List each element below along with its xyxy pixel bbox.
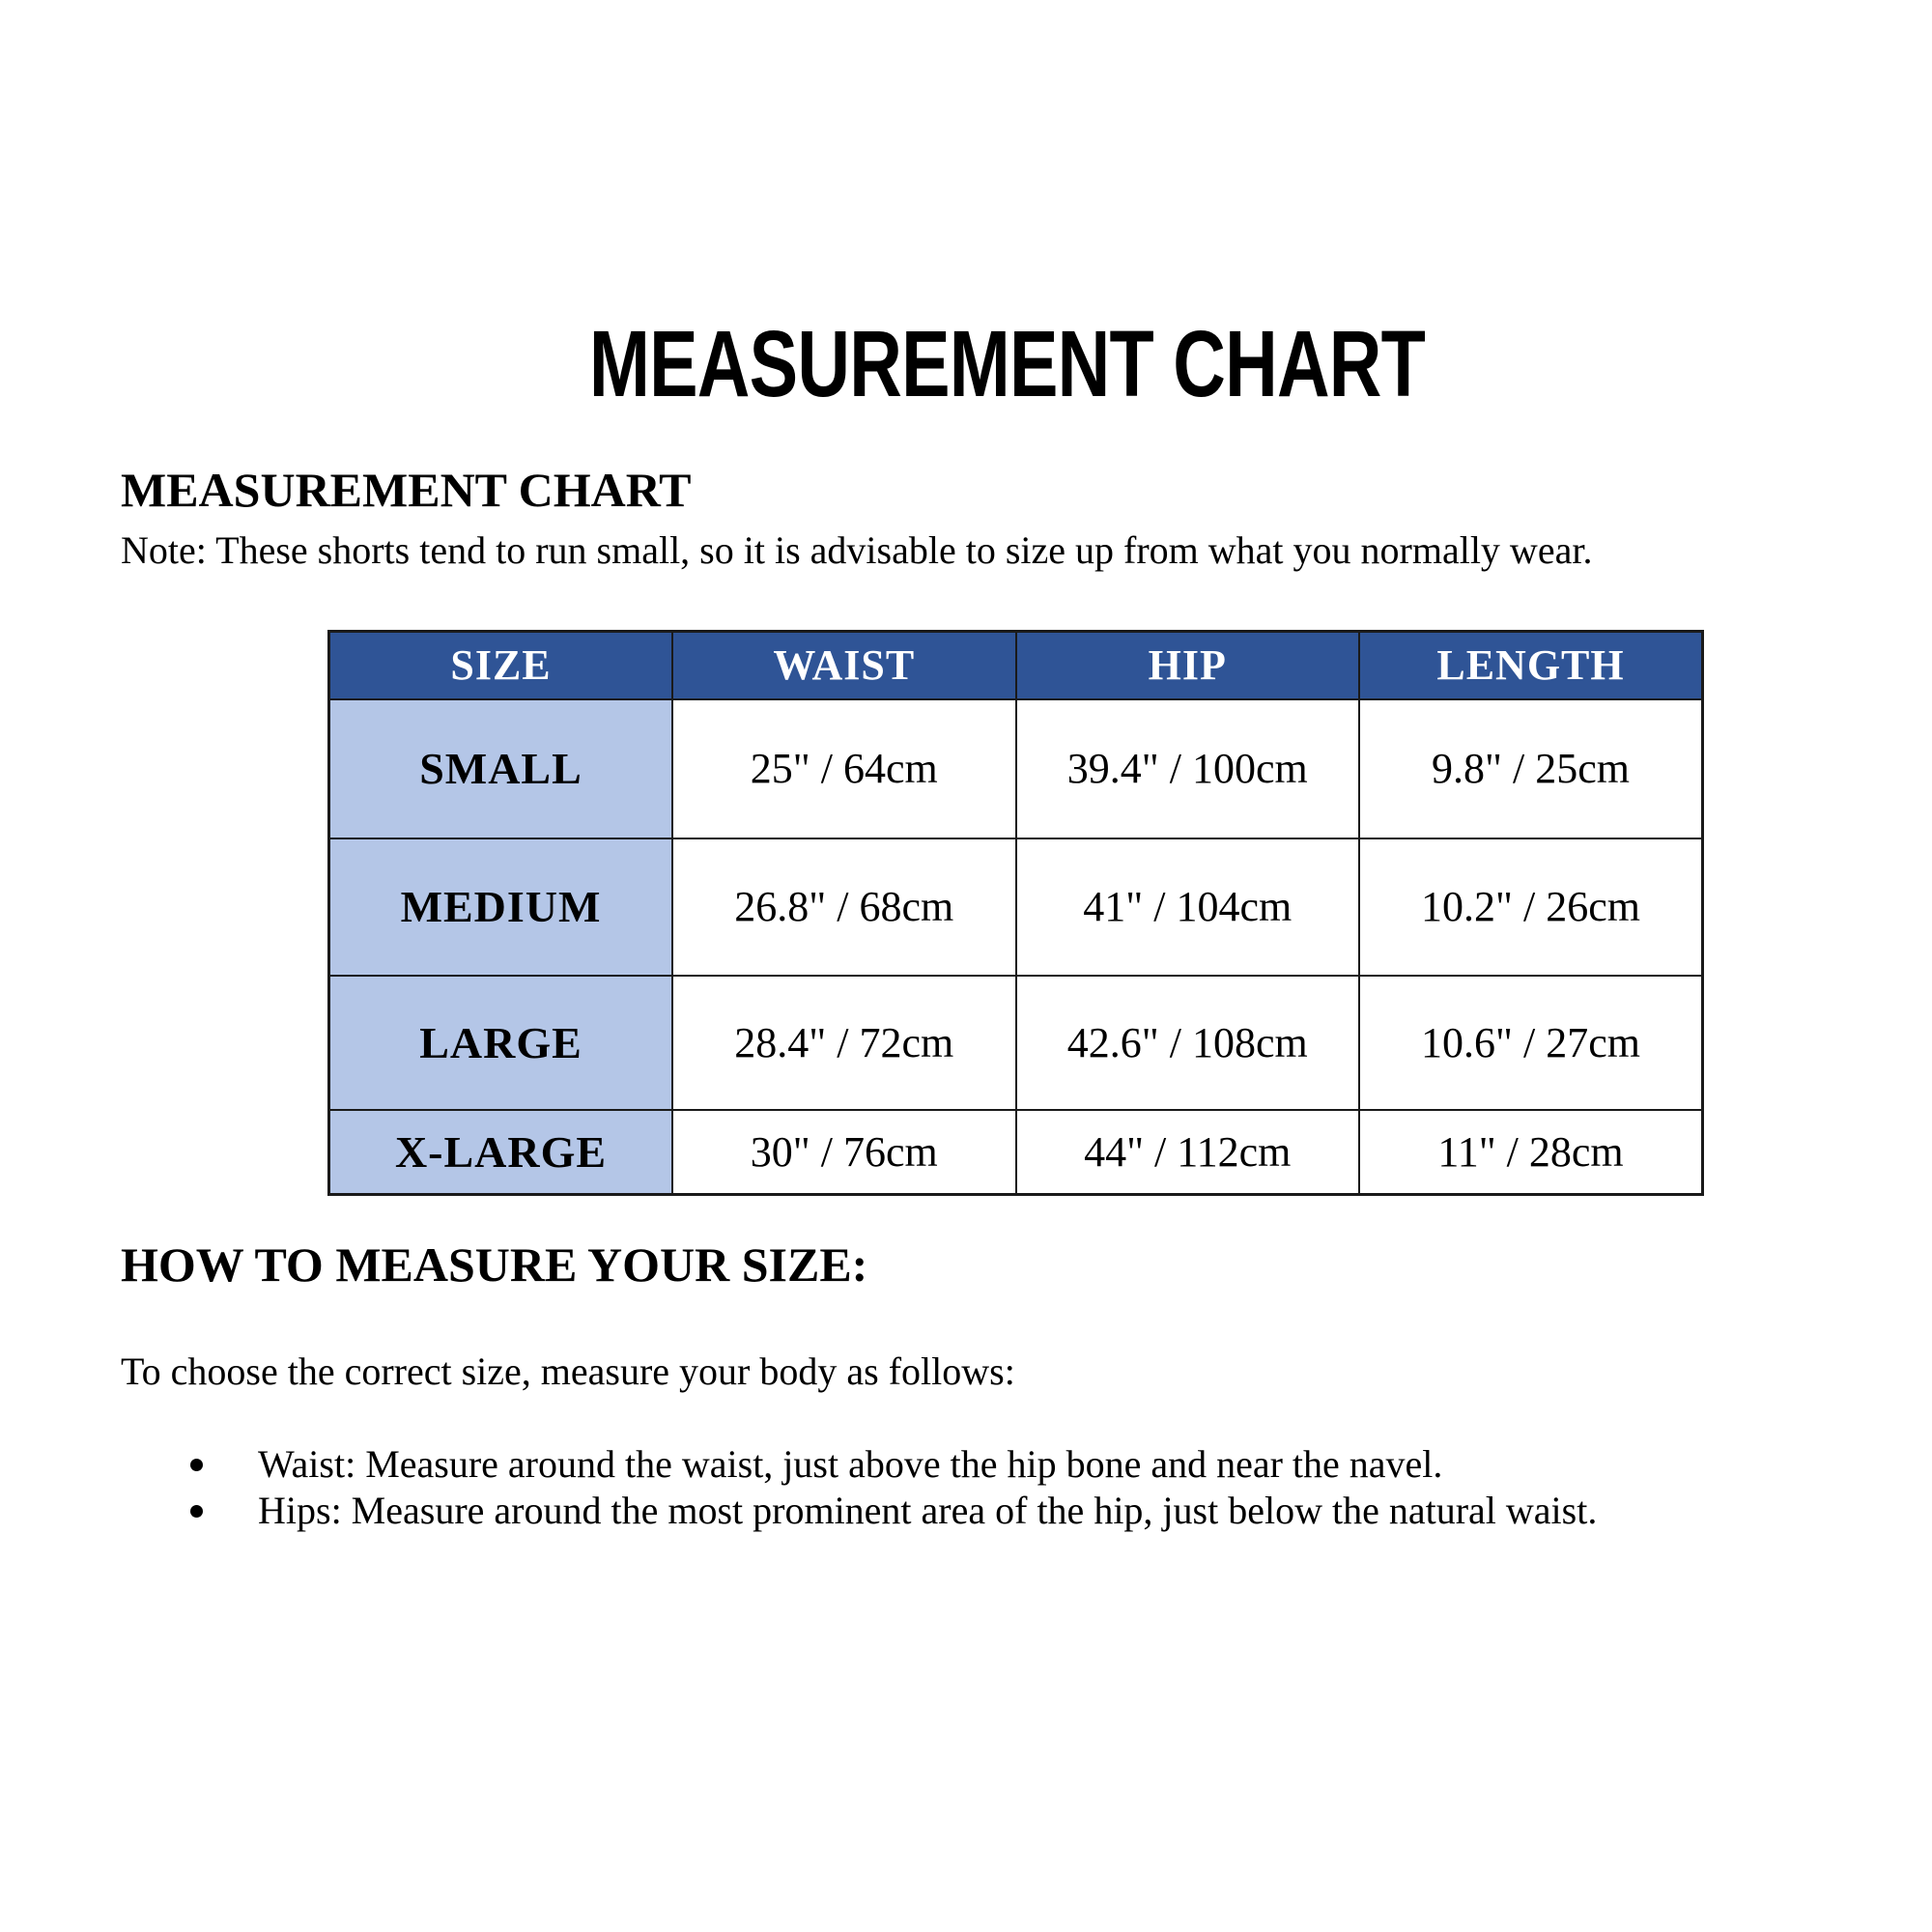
how-to-intro-text: To choose the correct size, measure your body as follows: bbox=[121, 1350, 1015, 1393]
length-value-medium: 10.2" / 26cm bbox=[1359, 838, 1703, 976]
waist-value-xlarge: 30" / 76cm bbox=[672, 1110, 1016, 1195]
size-label-medium: MEDIUM bbox=[329, 838, 673, 976]
list-item-waist-text: Waist: Measure around the waist, just above the hip bone and near the navel. bbox=[258, 1442, 1443, 1486]
length-value-large: 10.6" / 27cm bbox=[1359, 976, 1703, 1110]
length-value-small: 9.8" / 25cm bbox=[1359, 699, 1703, 838]
section-heading-measurement-chart: MEASUREMENT CHART bbox=[121, 463, 692, 517]
waist-value-small: 25" / 64cm bbox=[672, 699, 1016, 838]
table-header-row bbox=[329, 632, 1703, 699]
waist-value-large: 28.4" / 72cm bbox=[672, 976, 1016, 1110]
measurement-table bbox=[327, 630, 1704, 1196]
section-heading-how-to-measure: HOW TO MEASURE YOUR SIZE: bbox=[121, 1237, 868, 1292]
size-label-large: LARGE bbox=[329, 976, 673, 1110]
length-value-xlarge: 11" / 28cm bbox=[1359, 1110, 1703, 1195]
waist-value-medium: 26.8" / 68cm bbox=[672, 838, 1016, 976]
list-item-waist bbox=[121, 1441, 1893, 1488]
column-header-hip: HIP bbox=[1016, 632, 1360, 699]
measure-instructions-list bbox=[121, 1441, 1893, 1534]
note-text: Note: These shorts tend to run small, so it is advisable to size up from what you normally wear. bbox=[121, 528, 1593, 572]
hip-value-large: 42.6" / 108cm bbox=[1016, 976, 1360, 1110]
table-row-large bbox=[329, 976, 1703, 1110]
bullet-icon bbox=[190, 1505, 203, 1518]
bullet-icon bbox=[190, 1459, 203, 1471]
list-item-hips-text: Hips: Measure around the most prominent area of the hip, just below the natural waist. bbox=[258, 1489, 1598, 1532]
column-header-waist: WAIST bbox=[672, 632, 1016, 699]
column-header-size: SIZE bbox=[329, 632, 673, 699]
list-item-hips bbox=[121, 1488, 1893, 1534]
size-label-xlarge: X-LARGE bbox=[329, 1110, 673, 1195]
table-row-small bbox=[329, 699, 1703, 838]
column-header-length: LENGTH bbox=[1359, 632, 1703, 699]
size-label-small: SMALL bbox=[329, 699, 673, 838]
hip-value-small: 39.4" / 100cm bbox=[1016, 699, 1360, 838]
table-row-medium bbox=[329, 838, 1703, 976]
hip-value-medium: 41" / 104cm bbox=[1016, 838, 1360, 976]
hip-value-xlarge: 44" / 112cm bbox=[1016, 1110, 1360, 1195]
table-row-xlarge bbox=[329, 1110, 1703, 1195]
document-title: MEASUREMENT CHART bbox=[588, 311, 1426, 416]
